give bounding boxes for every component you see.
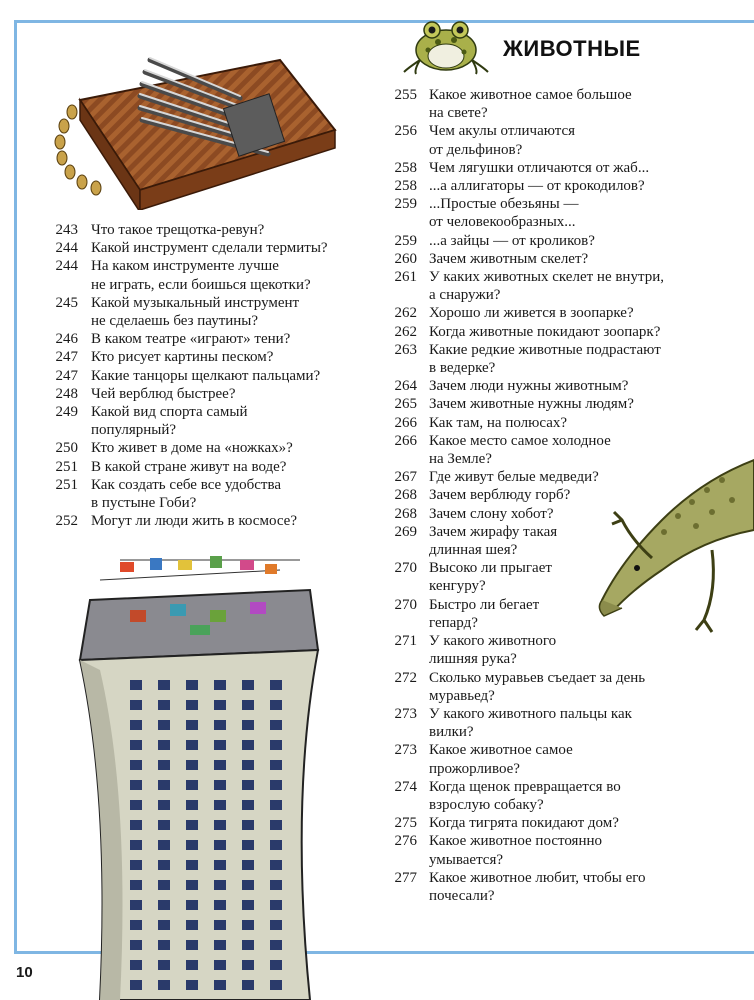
toc-question-line: вилки? — [429, 724, 474, 741]
toc-question-line: Какой музыкальный инструмент — [91, 294, 300, 311]
toc-page-number: 276 — [394, 833, 417, 850]
toc-question-line: ...а зайцы — от кроликов? — [429, 232, 595, 249]
window — [186, 860, 198, 870]
window — [214, 740, 226, 750]
window — [130, 720, 142, 730]
thumb-piano-illustration — [50, 40, 340, 210]
toc-question-line: не играть, если боишься щекотки? — [91, 276, 311, 293]
toc-page-number: 258 — [394, 159, 417, 176]
toc-question — [91, 403, 248, 439]
toc-page-number: 270 — [394, 596, 417, 613]
toc-page-number: 262 — [394, 305, 417, 322]
window — [242, 840, 254, 850]
toc-page-number: 265 — [394, 396, 417, 413]
window — [130, 840, 142, 850]
toc-question-line: популярный? — [91, 422, 177, 439]
window — [242, 740, 254, 750]
frog-illustration — [398, 10, 494, 76]
window — [270, 860, 282, 870]
toc-question — [429, 268, 664, 304]
toc-question-line: от человекообразных... — [429, 214, 576, 231]
toc-page-number: 261 — [394, 269, 417, 286]
toc-entry — [44, 239, 384, 257]
window — [158, 760, 170, 770]
window — [270, 760, 282, 770]
toc-entry — [383, 778, 723, 814]
window — [130, 860, 142, 870]
toc-entry — [44, 348, 384, 366]
window — [158, 680, 170, 690]
window — [214, 720, 226, 730]
toc-page-number: 251 — [55, 458, 78, 475]
toc-question-line: Зачем верблюду горб? — [429, 487, 571, 504]
toc-entry — [44, 439, 384, 457]
toc-question-line: а снаружи? — [429, 287, 501, 304]
toc-page-number: 266 — [394, 414, 417, 431]
toc-question-line: Когда животные покидают зоопарк? — [429, 323, 661, 340]
toc-question-line: Какое животное самое большое — [429, 87, 632, 103]
toc-question-line: У какого животного пальцы как — [429, 705, 632, 722]
toc-question-line: не сделаешь без паутины? — [91, 313, 259, 330]
window — [214, 780, 226, 790]
window — [158, 980, 170, 990]
toc-question — [429, 486, 570, 504]
toc-question — [429, 377, 628, 395]
window — [186, 780, 198, 790]
window — [242, 960, 254, 970]
toc-page-number: 247 — [55, 367, 78, 384]
toc-page-number: 275 — [394, 815, 417, 832]
window — [270, 960, 282, 970]
toc-left-column — [44, 221, 384, 530]
toc-entry — [44, 294, 384, 330]
toc-question — [429, 468, 599, 486]
toc-entry — [383, 323, 723, 341]
toc-page-number: 267 — [394, 469, 417, 486]
toc-page-number: 273 — [394, 705, 417, 722]
toc-question — [429, 669, 645, 705]
toc-page-number: 251 — [55, 476, 78, 493]
toc-question-line: на Земле? — [429, 451, 492, 468]
toc-question-line: Зачем слону хобот? — [429, 505, 554, 522]
toc-question-line: В какой стране живут на воде? — [91, 458, 287, 475]
toc-question — [91, 257, 311, 293]
toc-question — [429, 395, 634, 413]
window — [214, 980, 226, 990]
window — [214, 820, 226, 830]
window — [242, 760, 254, 770]
toc-entry — [383, 669, 723, 705]
window — [158, 700, 170, 710]
toc-page-number: 260 — [394, 250, 417, 267]
toc-page-number: 255 — [394, 87, 417, 103]
window — [186, 720, 198, 730]
window — [242, 780, 254, 790]
toc-question — [91, 330, 290, 348]
window — [242, 800, 254, 810]
window — [158, 900, 170, 910]
toc-question — [429, 341, 661, 377]
toc-page-number: 268 — [394, 487, 417, 504]
section-title: ЖИВОТНЫЕ — [503, 36, 641, 61]
toc-question-line: Как создать себе все удобства — [91, 476, 282, 493]
toc-entry — [383, 304, 723, 322]
toc-question-line: ...а аллигаторы — от крокодилов? — [429, 178, 645, 195]
toc-entry — [44, 221, 384, 239]
window — [158, 820, 170, 830]
toc-question-line: Какое место самое холодное — [429, 432, 611, 449]
toc-entry — [44, 330, 384, 348]
toc-question-line: У каких животных скелет не внутри, — [429, 269, 664, 286]
window — [186, 740, 198, 750]
toc-question-line: Какое животное постоянно — [429, 833, 603, 850]
window — [242, 880, 254, 890]
window — [186, 680, 198, 690]
window — [186, 980, 198, 990]
window — [214, 800, 226, 810]
window — [214, 680, 226, 690]
toc-page-number: 262 — [394, 323, 417, 340]
window — [158, 800, 170, 810]
window — [270, 820, 282, 830]
toc-question-line: Какое животное любит, чтобы его — [429, 869, 646, 886]
toc-question-line: длинная шея? — [429, 542, 518, 559]
window — [130, 900, 142, 910]
toc-question-line: Когда щенок превращается во — [429, 778, 621, 795]
toc-entry — [383, 705, 723, 741]
toc-question-line: Сколько муравьев съедает за день — [429, 669, 646, 686]
toc-page-number: 252 — [55, 513, 78, 530]
toc-question-line: Могут ли люди жить в космосе? — [91, 513, 297, 530]
window — [270, 900, 282, 910]
window — [130, 980, 142, 990]
window — [130, 940, 142, 950]
window — [214, 920, 226, 930]
toc-page-number: 244 — [55, 240, 78, 257]
window — [214, 940, 226, 950]
toc-entry — [383, 395, 723, 413]
window — [270, 920, 282, 930]
toc-entry — [383, 195, 723, 231]
toc-page-number: 256 — [394, 123, 417, 140]
window — [158, 960, 170, 970]
toc-question — [429, 778, 621, 814]
window — [130, 680, 142, 690]
toc-question — [429, 86, 632, 122]
toc-question — [91, 439, 293, 457]
toc-question-line: Хорошо ли живется в зоопарке? — [429, 305, 634, 322]
toc-entry — [383, 814, 723, 832]
window — [270, 700, 282, 710]
toc-entry — [383, 177, 723, 195]
toc-entry — [383, 159, 723, 177]
window — [270, 980, 282, 990]
toc-question — [429, 814, 619, 832]
window — [158, 740, 170, 750]
toc-question — [429, 122, 575, 158]
toc-question-line: лишняя рука? — [429, 651, 517, 668]
toc-question — [429, 414, 567, 432]
window — [270, 720, 282, 730]
toc-question-line: на свете? — [429, 105, 488, 122]
toc-page-number: 263 — [394, 341, 417, 358]
toc-question — [91, 348, 273, 366]
window — [186, 820, 198, 830]
window — [186, 900, 198, 910]
toc-question — [429, 832, 602, 868]
toc-question-line: Зачем животным скелет? — [429, 250, 589, 267]
toc-entry — [383, 741, 723, 777]
toc-question-line: в ведерке? — [429, 360, 496, 377]
toc-question — [91, 476, 281, 512]
toc-page-number: 271 — [394, 633, 417, 650]
window — [130, 760, 142, 770]
window — [242, 900, 254, 910]
toc-question — [429, 177, 645, 195]
toc-question-line: Где живут белые медведи? — [429, 469, 599, 486]
toc-entry — [44, 458, 384, 476]
toc-question — [429, 505, 554, 523]
window — [186, 840, 198, 850]
toc-page-number: 264 — [394, 378, 417, 395]
toc-question — [91, 385, 236, 403]
tower-building-illustration — [60, 540, 340, 1000]
window — [214, 700, 226, 710]
toc-question — [91, 239, 328, 257]
window — [186, 920, 198, 930]
page-number: 10 — [16, 964, 33, 981]
toc-page-number: 259 — [394, 196, 417, 213]
toc-page-number: 247 — [55, 349, 78, 366]
window — [158, 860, 170, 870]
window — [270, 880, 282, 890]
toc-page-number: 248 — [55, 385, 78, 402]
toc-entry — [383, 869, 723, 905]
toc-question-line: от дельфинов? — [429, 141, 523, 158]
toc-question — [429, 323, 660, 341]
window — [186, 760, 198, 770]
toc-entry — [383, 250, 723, 268]
toc-question-line: ...Простые обезьяны — — [429, 196, 579, 213]
window — [270, 680, 282, 690]
toc-question-line: Какие редкие животные подрастают — [429, 341, 661, 358]
window — [242, 820, 254, 830]
toc-question-line: прожорливое? — [429, 760, 520, 777]
toc-question — [429, 869, 646, 905]
toc-page-number: 273 — [394, 742, 417, 759]
window — [130, 880, 142, 890]
toc-page-number: 269 — [394, 523, 417, 540]
toc-entry — [44, 385, 384, 403]
toc-entry — [383, 86, 723, 122]
window — [130, 780, 142, 790]
window — [158, 840, 170, 850]
toc-page-number: 274 — [394, 778, 417, 795]
toc-question — [429, 632, 556, 668]
window — [186, 960, 198, 970]
window — [242, 680, 254, 690]
toc-question-line: Кто живет в доме на «ножках»? — [91, 440, 293, 457]
window — [186, 940, 198, 950]
toc-question — [429, 195, 578, 231]
toc-page-number: 245 — [55, 294, 78, 311]
window — [270, 740, 282, 750]
window — [158, 880, 170, 890]
toc-question-line: Чей верблюд быстрее? — [91, 385, 236, 402]
toc-question-line: Быстро ли бегает — [429, 596, 540, 613]
window — [214, 900, 226, 910]
window — [186, 880, 198, 890]
toc-question — [429, 432, 611, 468]
window — [158, 940, 170, 950]
window — [130, 820, 142, 830]
toc-question-line: Кто рисует картины песком? — [91, 349, 274, 366]
toc-page-number: 277 — [394, 869, 417, 886]
toc-question — [91, 458, 286, 476]
toc-question-line: Какой инструмент сделали термиты? — [91, 240, 328, 257]
toc-entry — [44, 403, 384, 439]
toc-question — [91, 512, 297, 530]
toc-entry — [44, 476, 384, 512]
toc-question-line: Когда тигрята покидают дом? — [429, 815, 619, 832]
toc-page-number: 249 — [55, 404, 78, 421]
window — [214, 880, 226, 890]
toc-question-line: Зачем животные нужны людям? — [429, 396, 634, 413]
toc-question-line: На каком инструменте лучше — [91, 258, 279, 275]
toc-question-line: Чем акулы отличаются — [429, 123, 576, 140]
window — [214, 840, 226, 850]
window — [214, 860, 226, 870]
toc-question-line: Что такое трещотка-ревун? — [91, 222, 265, 238]
toc-question — [91, 367, 320, 385]
toc-entry — [383, 414, 723, 432]
window — [270, 940, 282, 950]
window — [214, 960, 226, 970]
toc-question — [429, 559, 552, 595]
toc-question — [429, 741, 573, 777]
window — [158, 720, 170, 730]
toc-question-line: Как там, на полюсах? — [429, 414, 568, 431]
toc-entry — [383, 232, 723, 250]
toc-question-line: умывается? — [429, 851, 504, 868]
toc-entry — [383, 268, 723, 304]
toc-question-line: В каком театре «играют» тени? — [91, 331, 291, 348]
toc-entry — [44, 257, 384, 293]
window — [214, 760, 226, 770]
window — [270, 840, 282, 850]
toc-question-line: муравьед? — [429, 687, 495, 704]
toc-question — [429, 596, 539, 632]
toc-page-number: 259 — [394, 232, 417, 249]
toc-page-number: 270 — [394, 560, 417, 577]
toc-question-line: гепард? — [429, 614, 478, 631]
window — [242, 920, 254, 930]
toc-page-number: 266 — [394, 432, 417, 449]
toc-page-number: 268 — [394, 505, 417, 522]
toc-entry — [383, 341, 723, 377]
toc-page-number: 246 — [55, 331, 78, 348]
window — [130, 800, 142, 810]
toc-question — [429, 304, 634, 322]
window — [270, 780, 282, 790]
toc-entry — [44, 512, 384, 530]
window — [130, 700, 142, 710]
window — [130, 740, 142, 750]
toc-entry — [383, 122, 723, 158]
toc-page-number: 272 — [394, 669, 417, 686]
toc-question — [91, 294, 299, 330]
window — [242, 700, 254, 710]
toc-question — [429, 159, 649, 177]
window — [130, 960, 142, 970]
window — [186, 800, 198, 810]
window — [158, 780, 170, 790]
toc-page-number: 244 — [55, 258, 78, 275]
toc-question-line: взрослую собаку? — [429, 796, 544, 813]
window — [242, 940, 254, 950]
toc-question-line: Высоко ли прыгает — [429, 560, 552, 577]
toc-question-line: У какого животного — [429, 633, 557, 650]
toc-entry — [44, 367, 384, 385]
toc-question-line: Зачем жирафу такая — [429, 523, 558, 540]
toc-entry — [383, 832, 723, 868]
toc-question-line: кенгуру? — [429, 578, 486, 595]
window — [130, 920, 142, 930]
toc-question-line: в пустыне Гоби? — [91, 495, 197, 512]
toc-entry — [383, 377, 723, 395]
window — [242, 720, 254, 730]
window — [186, 700, 198, 710]
toc-question-line: Чем лягушки отличаются от жаб... — [429, 159, 650, 176]
window — [158, 920, 170, 930]
toc-page-number: 250 — [55, 440, 78, 457]
crocodile-illustration — [592, 440, 754, 640]
toc-page-number: 243 — [55, 222, 78, 238]
window — [242, 980, 254, 990]
toc-question — [429, 523, 557, 559]
toc-question-line: Какие танцоры щелкают пальцами? — [91, 367, 321, 384]
toc-question-line: Зачем люди нужны животным? — [429, 378, 629, 395]
toc-question-line: Какой вид спорта самый — [91, 404, 248, 421]
window — [270, 800, 282, 810]
toc-question-line: Какое животное самое — [429, 742, 573, 759]
toc-question-line: почесали? — [429, 887, 495, 904]
toc-question — [429, 232, 595, 250]
toc-question — [91, 221, 264, 239]
toc-question — [429, 705, 632, 741]
toc-question — [429, 250, 588, 268]
toc-page-number: 258 — [394, 178, 417, 195]
window — [242, 860, 254, 870]
